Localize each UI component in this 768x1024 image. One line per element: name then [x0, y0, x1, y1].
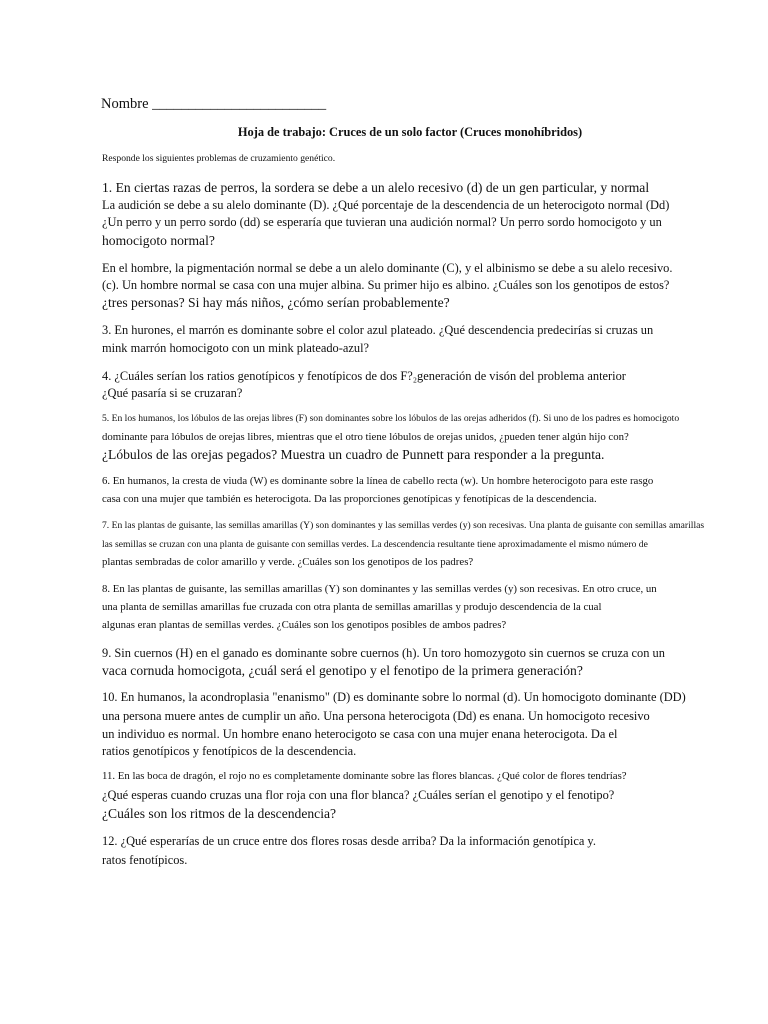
problem-12-line-2: ratos fenotípicos.	[102, 853, 188, 867]
problem-1-line-2: La audición se debe a su alelo dominante (D). ¿Qué porcentaje de la descendencia de un heterocigoto normal (Dd)	[102, 198, 670, 212]
problem-8-line-3: algunas eran plantas de semillas verdes. ¿Cuáles son los genotipos posibles de ambos padres?	[102, 619, 507, 631]
problem-6-line-1: 6. En humanos, la cresta de viuda (W) es dominante sobre la línea de cabello recta (w). Un hombre heterocigoto para este rasgo	[102, 475, 654, 487]
problem-11-line-1: 11. En las boca de dragón, el rojo no es completamente dominante sobre las flores blancas. ¿Qué color de flores tendrías?	[102, 770, 627, 782]
name-line: Nombre ________________________	[101, 96, 327, 112]
problem-3-line-2: mink marrón homocigoto con un mink plateado-azul?	[102, 341, 370, 355]
problem-4-line-2: ¿Qué pasaría si se cruzaran?	[102, 386, 243, 400]
problem-10-line-3: un individuo es normal. Un hombre enano heterocigoto se casa con una mujer enana heterocigota. Da el	[102, 727, 618, 741]
instructions: Responde los siguientes problemas de cruzamiento genético.	[102, 153, 336, 164]
problem-4-line-1: 4. ¿Cuáles serían los ratios genotípicos y fenotípicos de dos F?₂generación de visón del problema anterior	[102, 369, 626, 383]
problem-5-line-2: dominante para lóbulos de orejas libres, mientras que el otro tiene lóbulos de orejas unidos, ¿pueden tener algún hijo con?	[102, 431, 629, 443]
problem-7-line-3: plantas sembradas de color amarillo y verde. ¿Cuáles son los genotipos de los padres?	[102, 556, 474, 568]
problem-8-line-1: 8. En las plantas de guisante, las semillas amarillas (Y) son dominantes y las semillas verdes (y) son recesivas. En otro cruce, un	[102, 583, 657, 595]
problem-6-line-2: casa con una mujer que también es heterocigota. Da las proporciones genotípicas y fenotípicas de la descendencia.	[102, 493, 597, 505]
problem-3-line-1: 3. En hurones, el marrón es dominante sobre el color azul plateado. ¿Qué descendencia predecirías si cruzas un	[102, 323, 654, 337]
problem-10-line-1: 10. En humanos, la acondroplasia "enanismo" (D) es dominante sobre lo normal (d). Un homocigoto dominante (DD)	[102, 690, 686, 704]
problem-2-line-2: (c). Un hombre normal se casa con una mujer albina. Su primer hijo es albino. ¿Cuáles son los genotipos de estos?	[102, 278, 670, 292]
problem-5-line-3: ¿Lóbulos de las orejas pegados? Muestra un cuadro de Punnett para responder a la pregunta.	[102, 447, 605, 462]
problem-5-line-1: 5. En los humanos, los lóbulos de las orejas libres (F) son dominantes sobre los lóbulos de las orejas adheridos (f). Si uno de los padres es homocigoto	[102, 413, 680, 424]
problem-2-line-1: En el hombre, la pigmentación normal se debe a un alelo dominante (C), y el albinismo se debe a su alelo recesivo.	[102, 261, 673, 275]
problem-1-line-4: homocigoto normal?	[102, 233, 215, 248]
problem-11-line-3: ¿Cuáles son los ritmos de la descendencia?	[102, 806, 337, 821]
problem-9-line-1: 9. Sin cuernos (H) en el ganado es dominante sobre cuernos (h). Un toro homozygoto sin cuernos se cruza con un	[102, 646, 665, 660]
problem-1-line-1: 1. En ciertas razas de perros, la sordera se debe a un alelo recesivo (d) de un gen particular, y normal	[102, 180, 650, 195]
problem-11-line-2: ¿Qué esperas cuando cruzas una flor roja con una flor blanca? ¿Cuáles serían el genotipo y el fenotipo?	[102, 788, 615, 802]
problem-7-line-1: 7. En las plantas de guisante, las semillas amarillas (Y) son dominantes y las semillas verdes (y) son recesivas. Una planta de guisante con semillas amarillas	[102, 520, 705, 531]
problem-2-line-3: ¿tres personas? Si hay más niños, ¿cómo serían probablemente?	[102, 295, 450, 310]
worksheet-title: Hoja de trabajo: Cruces de un solo factor (Cruces monohíbridos)	[237, 125, 583, 139]
problem-9-line-2: vaca cornuda homocigota, ¿cuál será el genotipo y el fenotipo de la primera generación?	[102, 663, 583, 678]
problem-10-line-4: ratios genotípicos y fenotípicos de la descendencia.	[102, 744, 357, 758]
problem-10-line-2: una persona muere antes de cumplir un año. Una persona heterocigota (Dd) es enana. Un homocigoto recesivo	[102, 709, 650, 723]
problem-1-line-3: ¿Un perro y un perro sordo (dd) se esperaría que tuvieran una audición normal? Un perro sordo homocigoto y un	[102, 215, 662, 229]
problem-8-line-2: una planta de semillas amarillas fue cruzada con otra planta de semillas amarillas y produjo descendencia de la cual	[102, 601, 602, 613]
problem-7-line-2: las semillas se cruzan con una planta de guisante con semillas verdes. La descendencia resultante tiene aproximadamente el mismo número de	[102, 539, 648, 550]
problem-12-line-1: 12. ¿Qué esperarías de un cruce entre dos flores rosas desde arriba? Da la información genotípica y.	[102, 834, 596, 848]
